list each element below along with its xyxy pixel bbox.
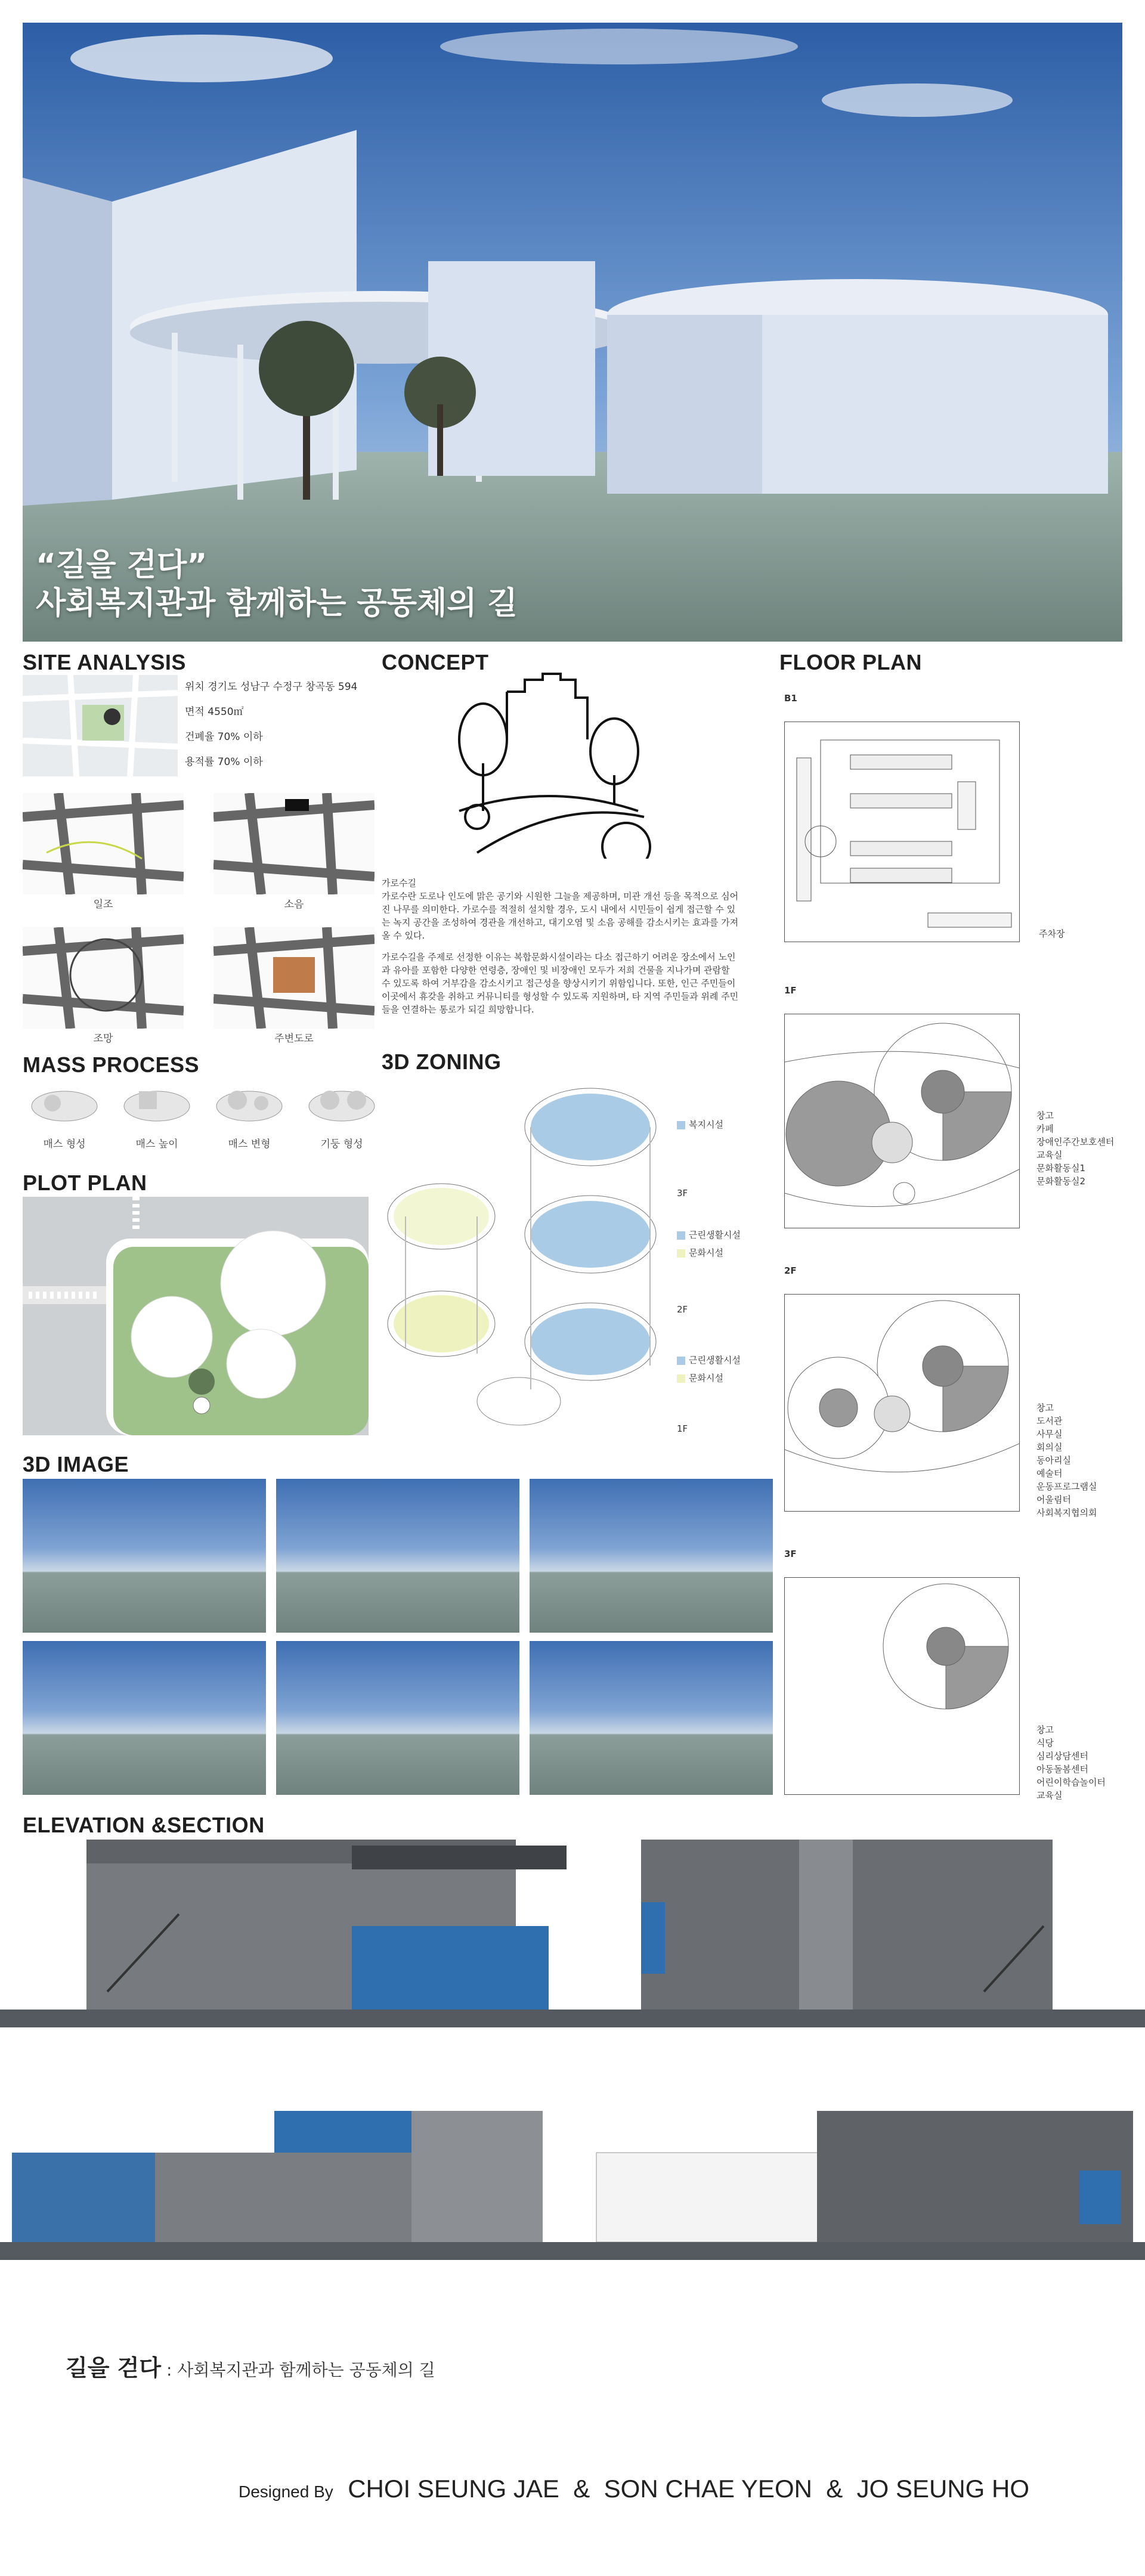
mass-step-4-label: 기둥 형성 — [320, 1138, 363, 1150]
floor-b1-title: B1 — [784, 693, 797, 704]
mass-step-1-image — [23, 1079, 106, 1127]
floor-3f-room-1: 식당 — [1036, 1738, 1054, 1748]
floor-2f-image — [785, 1295, 1019, 1511]
floor-2f-room-6: 운동프로그램실 — [1036, 1481, 1097, 1492]
zoning-diagram-image — [382, 1079, 692, 1449]
site-map-image — [23, 675, 178, 776]
concept-paragraph-2: 가로수길을 주제로 선정한 이유는 복합문화시설이라는 다소 접근하기 어려운 장소에서 노인과 유아를 포함한 다양한 연령층, 장애인 및 비장애인 모두가 저희 건물을 지나가며 관람할 수 있도록 하여 거부감을 감소시키고 접근성을 향상시키기 위함입니다. 또한, 인근 주민들이 이곳에서 휴갖을 취하고 커뮤니티를 형성할 수 있도록 지원하며, 타 지역 주민들과 위례 주민들을 연결하는 통로가 되길 희망합니다. — [382, 952, 739, 1015]
floor-b1-plan — [784, 722, 1020, 942]
render-3 — [530, 1479, 773, 1633]
floor-1f-plan — [784, 1014, 1020, 1228]
zoning-floor-1f: 1F — [677, 1423, 688, 1434]
floor-b1-image — [785, 722, 1019, 942]
image3d-heading: 3D IMAGE — [23, 1452, 129, 1476]
floor-2f-room-0: 창고 — [1036, 1402, 1054, 1413]
site-diagram-view — [23, 927, 184, 1029]
render-2 — [276, 1479, 519, 1633]
floor-2f-room-5: 예술터 — [1036, 1468, 1063, 1479]
site-diagram-view-label: 조망 — [93, 1033, 113, 1045]
site-info-far: 용적률 70% 이하 — [185, 756, 263, 768]
mass-step-3-label: 매스 변형 — [228, 1138, 271, 1150]
zoning-legend-welfare: 복지시설 — [689, 1119, 723, 1130]
mass-process-heading: MASS PROCESS — [23, 1052, 200, 1077]
concept-heading: CONCEPT — [382, 650, 489, 674]
floor-3f-room-4: 어린이학습놀이터 — [1036, 1777, 1106, 1788]
site-diagram-sun — [23, 793, 184, 894]
floor-2f-title: 2F — [784, 1265, 797, 1276]
zoning-legend-culture-2f: 문화시설 — [689, 1247, 723, 1258]
zoning-legend-neighbor-2f: 근린생활시설 — [689, 1230, 741, 1240]
zoning-legend-neighbor-1f: 근린생활시설 — [689, 1355, 741, 1366]
elevation-bottom-image — [0, 2105, 1145, 2266]
zoning-legend-culture-1f: 문화시설 — [689, 1373, 723, 1383]
zoning-floor-2f: 2F — [677, 1304, 688, 1315]
floor-2f-room-4: 동아리실 — [1036, 1455, 1071, 1466]
footer-title-bold: 길을 걷다 — [66, 2355, 162, 2381]
site-analysis-heading: SITE ANALYSIS — [23, 650, 186, 674]
zoning-floor-3f: 3F — [677, 1188, 688, 1199]
mass-step-4-image — [300, 1079, 383, 1127]
render-4 — [23, 1641, 266, 1795]
floor-3f-room-0: 창고 — [1036, 1724, 1054, 1735]
floor-2f-room-7: 어울림터 — [1036, 1494, 1071, 1505]
floor-3f-room-5: 교육실 — [1036, 1790, 1063, 1801]
floor-2f-plan — [784, 1294, 1020, 1512]
site-diagram-road-label: 주변도로 — [274, 1033, 314, 1045]
site-info-coverage: 건폐율 70% 이하 — [185, 731, 263, 743]
concept-paragraph-1: 가로수란 도로나 인도에 맑은 공기와 시원한 그늘을 제공하며, 미관 개선 등을 목적으로 심어진 나무를 의미한다. 가로수를 적절히 설치할 경우, 도시 내에서 시민들이 쉽게 접근할 수 있는 녹지 공간을 조성하여 경관을 개선하고, 대기오염 및 소음 공해를 감소시키는 효과를 가져올 수 있다. — [382, 891, 739, 941]
mass-process-row — [23, 1079, 380, 1151]
plot-plan-drawing — [23, 1197, 369, 1435]
floor-1f-room-4: 문화활동실1 — [1036, 1163, 1085, 1174]
concept-sketch-image — [441, 668, 656, 859]
zoning-diagram — [382, 1079, 692, 1449]
plot-plan-image — [23, 1197, 369, 1435]
floor-1f-room-0: 창고 — [1036, 1110, 1054, 1121]
hero-title-line2: 사회복지관과 함께하는 공동체의 길 — [36, 586, 518, 621]
elevation-drawing-bottom — [0, 2105, 1145, 2266]
floor-1f-room-2: 장애인주간보호센터 — [1036, 1137, 1115, 1147]
elevation-top-image — [0, 1837, 1145, 2027]
floor-3f-plan — [784, 1577, 1020, 1795]
mass-step-1-label: 매스 형성 — [43, 1138, 86, 1150]
concept-subtitle: 가로수길 — [382, 878, 416, 888]
site-diagram-road — [213, 927, 375, 1029]
site-diagram-noise — [213, 793, 375, 894]
floor-2f-room-8: 사회복지협의회 — [1036, 1507, 1097, 1518]
footer-title-rest: : 사회복지관과 함께하는 공동체의 길 — [161, 2360, 435, 2380]
floor-1f-title: 1F — [784, 985, 797, 996]
floor-plan-heading: FLOOR PLAN — [779, 650, 922, 674]
mass-step-2-label: 매스 높이 — [135, 1138, 178, 1150]
plot-plan-heading: PLOT PLAN — [23, 1171, 147, 1195]
floor-1f-image — [785, 1014, 1019, 1228]
elevation-drawing-top — [0, 1837, 1145, 2027]
site-map — [23, 675, 178, 776]
floor-3f-image — [785, 1578, 1019, 1794]
hero-title-line1: “길을 걷다” — [36, 547, 208, 583]
floor-1f-room-5: 문화활동실2 — [1036, 1176, 1085, 1187]
mass-step-3-image — [208, 1079, 291, 1127]
floor-2f-room-2: 사무실 — [1036, 1429, 1063, 1439]
render-1 — [23, 1479, 266, 1633]
elevation-heading: ELEVATION &SECTION — [23, 1813, 265, 1837]
mass-step-2-image — [115, 1079, 199, 1127]
floor-b1-room-0: 주차장 — [1039, 928, 1065, 939]
concept-sketch — [441, 668, 656, 859]
site-diagram-sun-label: 일조 — [93, 899, 113, 911]
hero-render — [23, 23, 1122, 642]
floor-3f-title: 3F — [784, 1549, 797, 1559]
floor-3f-room-2: 심리상담센터 — [1036, 1751, 1088, 1761]
site-info-location: 위치 경기도 성남구 수정구 창곡동 594 — [185, 681, 358, 693]
footer-designed-by: Designed By — [239, 2482, 333, 2501]
floor-2f-room-1: 도서관 — [1036, 1416, 1063, 1426]
floor-2f-room-3: 회의실 — [1036, 1442, 1063, 1453]
render-6 — [530, 1641, 773, 1795]
render-5 — [276, 1641, 519, 1795]
site-info-area: 면적 4550㎡ — [185, 706, 244, 718]
floor-1f-room-3: 교육실 — [1036, 1150, 1063, 1160]
floor-3f-room-3: 아동돌봄센터 — [1036, 1764, 1088, 1775]
footer-designer-names: CHOI SEUNG JAE & SON CHAE YEON & JO SEUNG HO — [348, 2475, 1029, 2503]
zoning-heading: 3D ZONING — [382, 1049, 502, 1074]
floor-1f-room-1: 카페 — [1036, 1123, 1054, 1134]
site-diagram-noise-label: 소음 — [284, 899, 304, 911]
